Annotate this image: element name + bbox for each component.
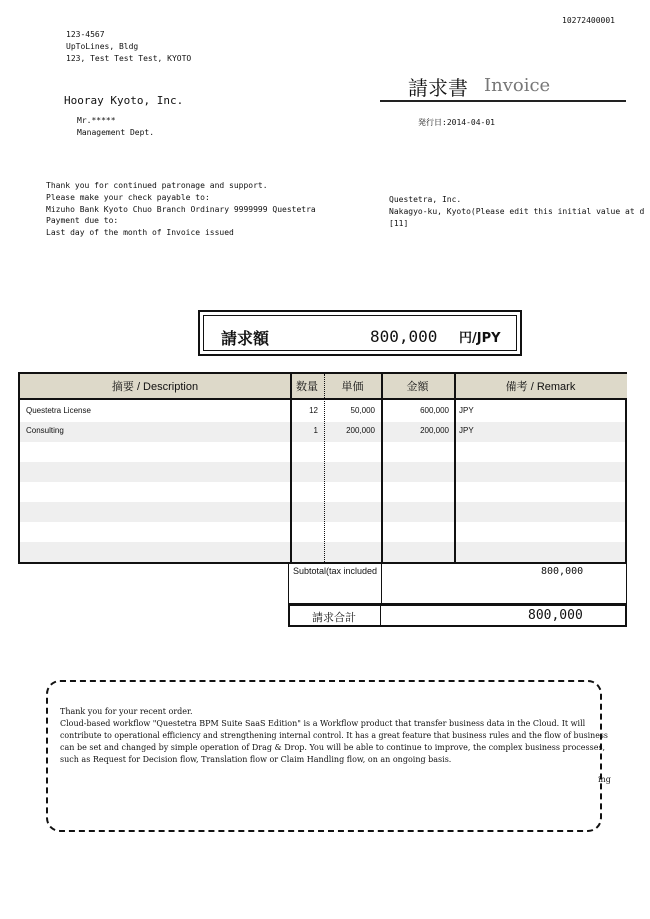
note-line: can be set and changed by simple operation of Drag & Drop. You will be able to continue to improve, the complex business processes,: [60, 743, 606, 752]
issuer-address: Nakagyo-ku, Kyoto(Please edit this initial value at d: [389, 207, 645, 216]
column-header-quantity: 数量: [290, 374, 324, 400]
title-english: Invoice: [484, 75, 551, 96]
message-line: Mizuho Bank Kyoto Chuo Branch Ordinary 9999999 Questetra: [46, 205, 316, 214]
subtotal-label: Subtotal(tax included: [293, 566, 378, 576]
column-divider: [381, 374, 383, 562]
note-line: such as Request for Decision flow, Translation flow or Claim Handling flow, on an ongoing basis.: [60, 755, 452, 764]
grand-total-label: 請求合計: [312, 611, 356, 624]
billing-amount-box: [198, 310, 522, 356]
issue-date-row: [418, 117, 495, 128]
row-quantity: 1: [313, 426, 318, 435]
note-line: Cloud-based workflow "Questetra BPM Suite SaaS Edition" is a Workflow product that transfer business data in the Cloud. It will: [60, 719, 586, 728]
table-row-empty: [20, 442, 625, 462]
message-line: Please make your check payable to:: [46, 193, 210, 202]
table-row-empty: [20, 502, 625, 522]
column-header-description: 摘要 / Description: [20, 374, 290, 400]
row-unit-price: 50,000: [350, 406, 375, 415]
row-amount: 200,000: [420, 426, 449, 435]
recipient-contact-name: Mr.*****: [77, 116, 116, 125]
column-header-unit-price: 単価: [324, 374, 381, 400]
row-description: Questetra License: [26, 406, 91, 415]
billing-amount-unit: 円/JPY: [459, 331, 501, 346]
issue-date-value: 2014-04-01: [446, 118, 495, 127]
table-row: [20, 402, 625, 422]
sender-address: 123, Test Test Test, KYOTO: [66, 54, 192, 63]
issuer-company: Questetra, Inc.: [389, 195, 462, 204]
issue-date-label: 発行日:: [418, 118, 447, 127]
column-divider: [324, 374, 325, 562]
table-row-empty: [20, 482, 625, 502]
note-line: contribute to operational efficiency and strengthening internal control. It has a great feature that business rules and the flow of business: [60, 731, 608, 740]
row-quantity: 12: [309, 406, 318, 415]
subtotal-box: [288, 563, 627, 604]
table-row-empty: [20, 542, 625, 562]
billing-amount-value: 800,000: [370, 327, 438, 346]
document-number: 10272400001: [562, 16, 615, 25]
notes-box: [46, 680, 608, 832]
table-row-empty: [20, 462, 625, 482]
row-remark: JPY: [459, 406, 474, 415]
title-japanese: 請求書: [408, 76, 468, 100]
note-overflow-text: ing: [598, 775, 611, 784]
sender-postal-code: 123-4567: [66, 30, 105, 39]
message-line: Last day of the month of Invoice issued: [46, 228, 234, 237]
note-line: Thank you for your recent order.: [60, 707, 193, 716]
invoice-title: [380, 72, 626, 102]
row-amount: 600,000: [420, 406, 449, 415]
grand-total-value: 800,000: [528, 608, 583, 623]
table-row-empty: [20, 522, 625, 542]
issuer-extra: [11]: [389, 219, 409, 227]
sender-building: UpToLines, Bldg: [66, 42, 139, 51]
recipient-contact-dept: Management Dept.: [77, 128, 155, 137]
subtotal-value: 800,000: [541, 566, 584, 577]
message-line: Payment due to:: [46, 216, 119, 225]
column-divider: [454, 374, 456, 562]
table-row: [20, 422, 625, 442]
column-divider: [290, 374, 292, 562]
issuer-block: [389, 195, 650, 227]
grand-total-box: [288, 604, 627, 627]
row-description: Consulting: [26, 426, 64, 435]
row-remark: JPY: [459, 426, 474, 435]
column-header-remark: 備考 / Remark: [454, 374, 627, 400]
message-line: Thank you for continued patronage and support.: [46, 181, 268, 190]
line-items-table: [18, 372, 627, 564]
recipient-company: Hooray Kyoto, Inc.: [64, 94, 184, 107]
column-header-amount: 金額: [381, 374, 454, 400]
row-unit-price: 200,000: [346, 426, 375, 435]
billing-amount-label: 請求額: [221, 329, 270, 348]
